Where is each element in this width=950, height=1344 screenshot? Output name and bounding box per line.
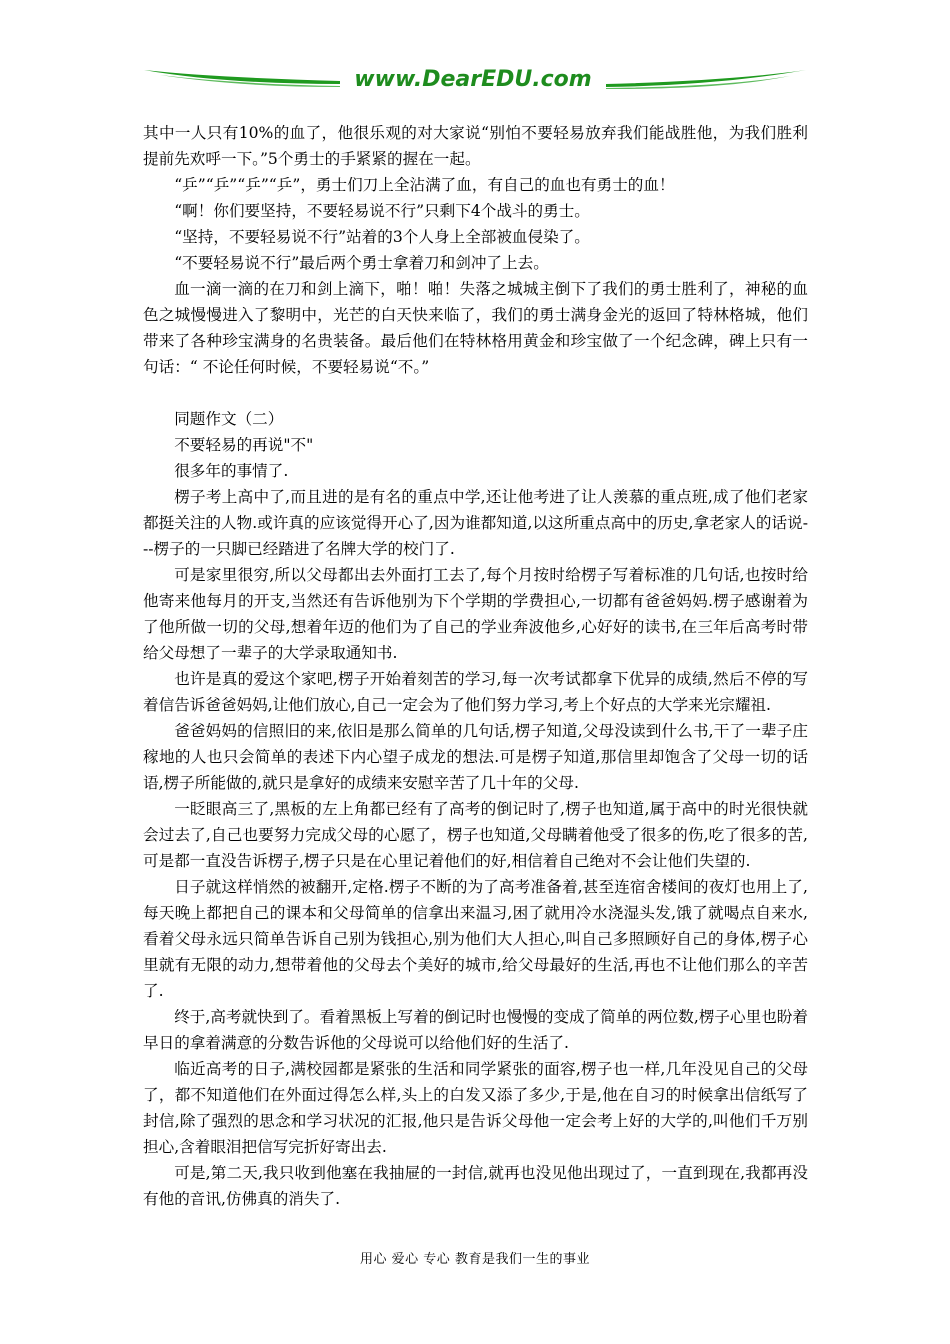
story-paragraph: 其中一人只有10%的血了，他很乐观的对大家说“别怕不要轻易放弃我们能战胜他，为我们胜利提前先欢呼一下。”5个勇士的手紧紧的握在一起。 xyxy=(143,124,808,168)
essay-paragraph: 可是家里很穷,所以父母都出去外面打工去了,每个月按时给楞子写着标准的几句话,也按时给他寄来他每月的开支,当然还有告诉他别为下个学期的学费担心,一切都有爸爸妈妈.楞子感谢着为了他所做一切的父母,想着年迈的他们为了自己的学业奔波他乡,心好好的读书,在三年后高考时带给父母想了一辈子的大学录取通知书. xyxy=(143,566,808,662)
essay-paragraph: 可是,第二天,我只收到他塞在我抽屉的一封信,就再也没见他出现过了，一直到现在,我都再没有他的音讯,仿佛真的消失了. xyxy=(143,1164,808,1208)
story-paragraph: 血一滴一滴的在刀和剑上滴下，啪！啪！失落之城城主倒下了我们的勇士胜利了，神秘的血色之城慢慢进入了黎明中，光芒的白天快来临了，我们的勇士满身金光的返回了特林格城，他们带来了各种珍宝满身的名贵装备。最后他们在特林格用黄金和珍宝做了一个纪念碑，碑上只有一句话：“ 不论任何时候，不要轻易说“不。” xyxy=(143,280,808,376)
essay-paragraph: 爸爸妈妈的信照旧的来,依旧是那么简单的几句话,楞子知道,父母没读到什么书,干了一辈子庄稼地的人也只会简单的表述下内心望子成龙的想法.可是楞子知道,那信里却饱含了父母一切的话语,楞子所能做的,就只是拿好的成绩来安慰辛苦了几十年的父母. xyxy=(143,722,808,792)
story-paragraph: “啊！你们要坚持，不要轻易说不行”只剩下4个战斗的勇士。 xyxy=(174,202,590,220)
essay-paragraph: 也许是真的爱这个家吧,楞子开始着刻苦的学习,每一次考试都拿下优异的成绩,然后不停的写着信告诉爸爸妈妈,让他们放心,自己一定会为了他们努力学习,考上个好点的大学来光宗耀祖. xyxy=(143,670,808,714)
article-body xyxy=(143,120,808,1212)
story-paragraph: “坚持，不要轻易说不行”站着的3个人身上全部被血侵染了。 xyxy=(174,228,590,246)
section-heading: 同题作文（二） xyxy=(174,410,284,428)
section-spacer xyxy=(143,380,808,406)
essay-title: 不要轻易的再说"不" xyxy=(174,436,314,454)
essay-paragraph: 临近高考的日子,满校园都是紧张的生活和同学紧张的面容,楞子也一样,几年没见自己的父母了，都不知道他们在外面过得怎么样,头上的白发又添了多少,于是,他在自习的时候拿出信纸写了封信,除了强烈的思念和学习状况的汇报,他只是告诉父母他一定会考上好的大学的,叫他们千万别担心,含着眼泪把信写完折好寄出去. xyxy=(143,1060,808,1156)
site-logo-text: www.DearEDU.com xyxy=(354,67,592,92)
essay-paragraph: 一眨眼高三了,黑板的左上角都已经有了高考的倒记时了,楞子也知道,属于高中的时光很快就会过去了,自己也要努力完成父母的心愿了，楞子也知道,父母瞒着他受了很多的伤,吃了很多的苦,可是都一直没告诉楞子,楞子只是在心里记着他们的好,相信着自己绝对不会让他们失望的. xyxy=(143,800,808,870)
essay-paragraph: 日子就这样悄然的被翻开,定格.楞子不断的为了高考准备着,甚至连宿舍楼间的夜灯也用上了,每天晚上都把自己的课本和父母简单的信拿出来温习,困了就用冷水浇湿头发,饿了就喝点自来水,看着父母永远只简单告诉自己别为钱担心,别为他们大人担心,叫自己多照顾好自己的身体,楞子心里就有无限的动力,想带着他的父母去个美好的城市,给父母最好的生活,再也不让他们那么的辛苦了. xyxy=(143,878,808,1000)
header-banner xyxy=(140,58,810,98)
story-paragraph: “乒”“乒”“乒”“乒”，勇士们刀上全沾满了血，有自己的血也有勇士的血！ xyxy=(174,176,675,194)
site-header xyxy=(140,58,810,98)
left-swoosh xyxy=(144,70,340,84)
essay-paragraph: 楞子考上高中了,而且进的是有名的重点中学,还让他考进了让人羡慕的重点班,成了他们老家都挺关注的人物.或许真的应该觉得开心了,因为谁都知道,以这所重点高中的历史,拿老家人的话说---楞子的一只脚已经踏进了名牌大学的校门了. xyxy=(143,488,808,558)
page-footer: 用心 爱心 专心 教育是我们一生的事业 xyxy=(360,1252,590,1267)
essay-paragraph: 终于,高考就快到了。看着黑板上写着的倒记时也慢慢的变成了简单的两位数,楞子心里也盼着早日的拿着满意的分数告诉他的父母说可以给他们好的生活了. xyxy=(143,1008,808,1052)
story-paragraph: “不要轻易说不行”最后两个勇士拿着刀和剑冲了上去。 xyxy=(174,254,549,272)
essay-paragraph: 很多年的事情了. xyxy=(174,462,289,480)
